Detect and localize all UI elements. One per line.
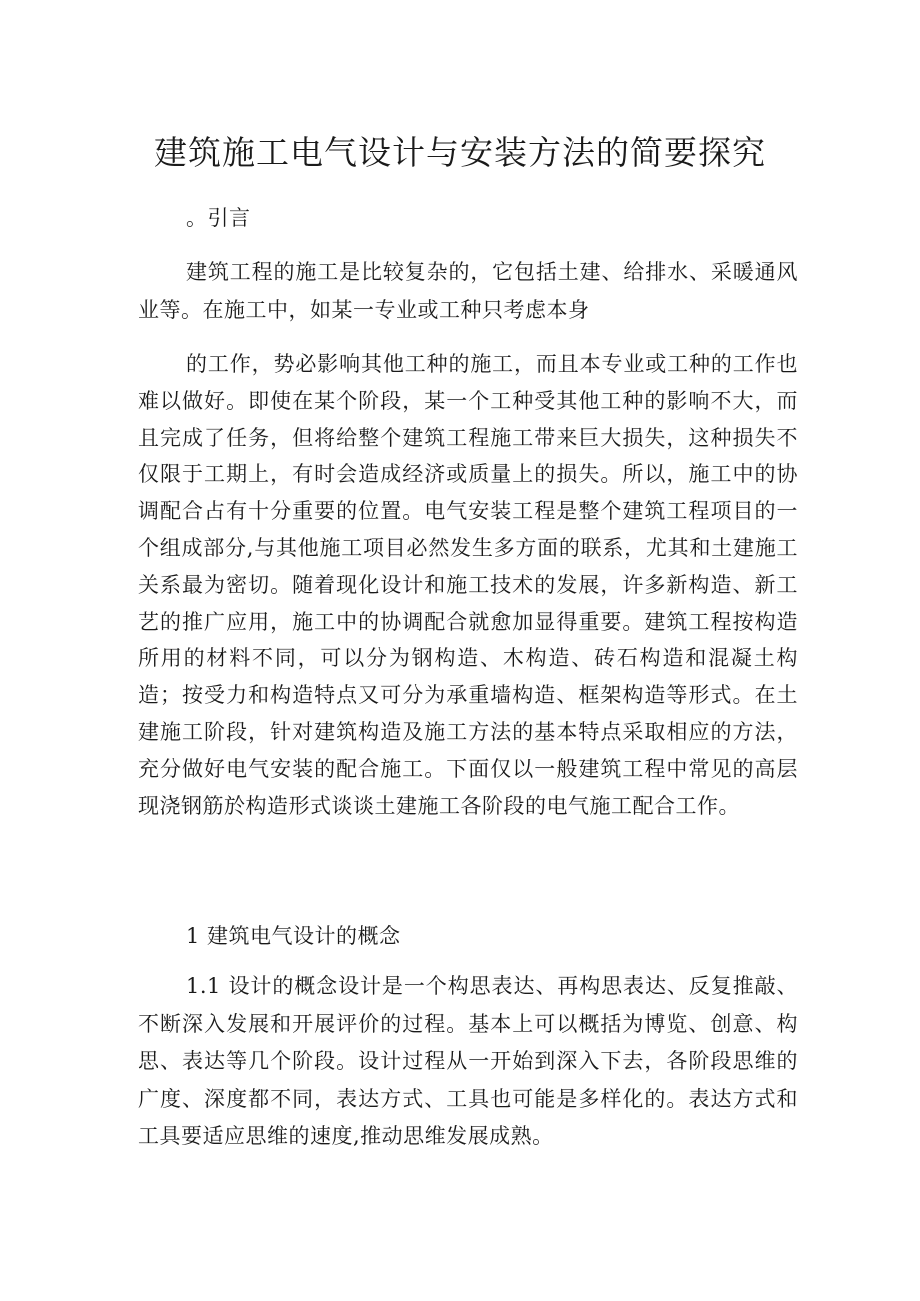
intro-heading: 。引言 — [186, 206, 251, 230]
paragraph-1: 建筑工程的施工是比较复杂的，它包括土建、给排水、采暖通风业等。在施工中，如某一专业或工种只考虑本身 — [138, 260, 798, 322]
section-1-heading: 1 建筑电气设计的概念 — [186, 924, 401, 948]
paragraph-2: 的工作，势必影响其他工种的施工，而且本专业或工种的工作也难以做好。即使在某个阶段，某一个工种受其他工种的影响不大，而且完成了任务，但将给整个建筑工程施工带来巨大损失，这种损失不仅限于工期上，有时会造成经济或质量上的损失。所以，施工中的协调配合占有十分重要的位置。电气安装工程是整个建筑工程项目的一个组成部分,与其他施工项目必然发生多方面的联系，尤其和土建施工关系最为密切。随着现化设计和施工技术的发展，许多新构造、新工艺的推广应用，施工中的协调配合就愈加显得重要。建筑工程按构造所用的材料不同，可以分为钢构造、木构造、砖石构造和混凝土构造；按受力和构造特点又可分为承重墙构造、框架构造等形式。在土建施工阶段，针对建筑构造及施工方法的基本特点采取相应的方法，充分做好电气安装的配合施工。下面仅以一般建筑工程中常见的高层现浇钢筋於构造形式谈谈土建施工各阶段的电气施工配合工作。 — [138, 352, 798, 818]
document-title: 建筑施工电气设计与安装方法的简要探究 — [154, 133, 766, 172]
paragraph-3: 1.1 设计的概念设计是一个构思表达、再构思表达、反复推敲、不断深入发展和开展评价的过程。基本上可以概括为博览、创意、构思、表达等几个阶段。设计过程从一开始到深入下去，各阶段思维的广度、深度都不同，表达方式、工具也可能是多样化的。表达方式和工具要适应思维的速度,推动思维发展成熟。 — [138, 974, 798, 1148]
